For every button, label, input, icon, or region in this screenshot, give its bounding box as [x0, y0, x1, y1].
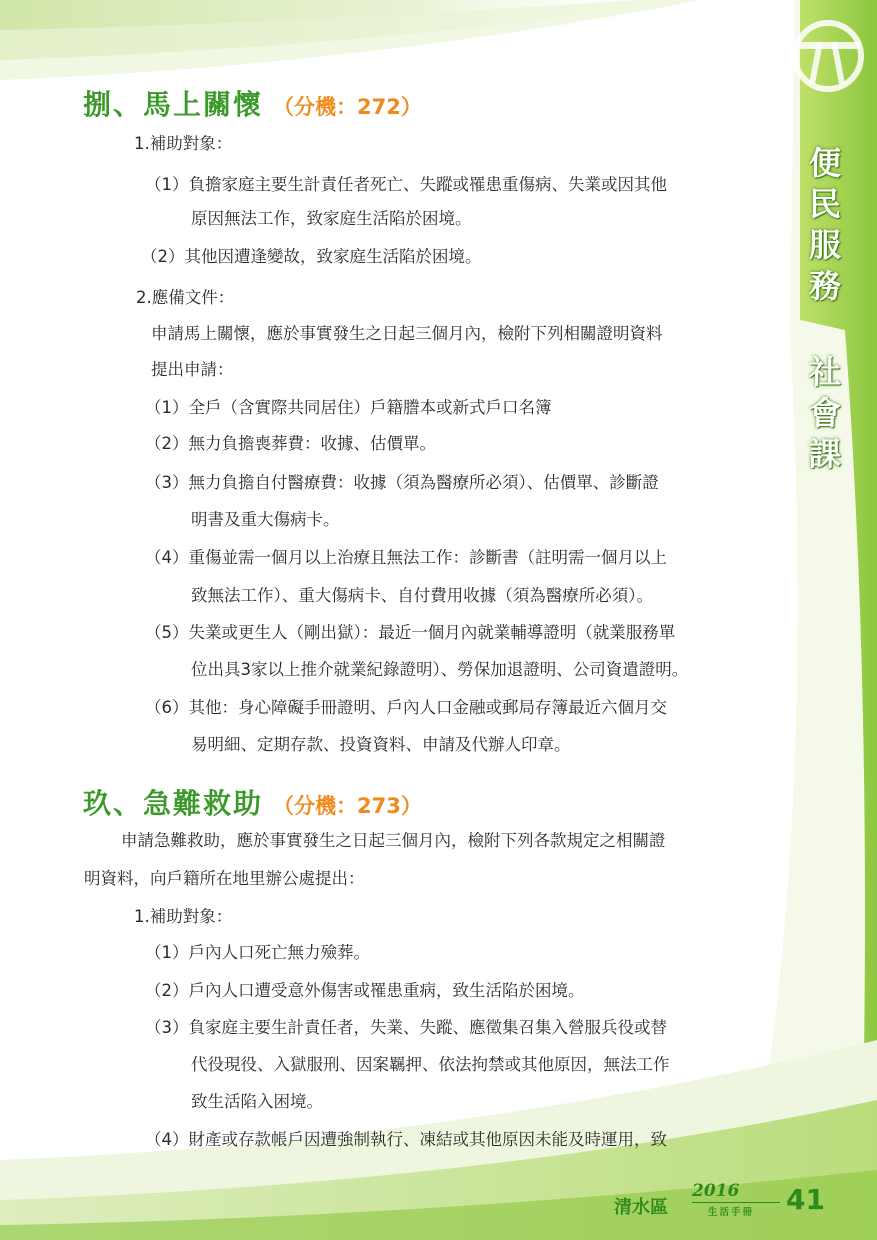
- text-line: （3）負家庭主要生計責任者，失業、失蹤、應徵集召集入營服兵役或替: [145, 1018, 667, 1037]
- text-line: （2）其他因遭逢變故，致家庭生活陷於困境。: [141, 247, 482, 266]
- text-line: 原因無法工作，致家庭生活陷於困境。: [191, 209, 472, 228]
- text-line: 2.應備文件：: [136, 288, 235, 307]
- sidebar-dept-char: 務: [808, 267, 841, 305]
- sidebar-section-char: 課: [808, 435, 841, 473]
- section-extension: （分機：272）: [273, 95, 422, 119]
- text-line: （4）重傷並需一個月以上治療且無法工作：診斷書（註明需一個月以上: [145, 548, 667, 567]
- text-line: 申請馬上關懷，應於事實發生之日起三個月內，檢附下列相關證明資料: [151, 324, 663, 343]
- text-line: （4）財產或存款帳戶因遭強制執行、凍結或其他原因未能及時運用，致: [145, 1130, 667, 1149]
- text-line: （1）負擔家庭主要生計責任者死亡、失蹤或罹患重傷病、失業或因其他: [145, 175, 667, 194]
- text-line: 致無法工作）、重大傷病卡、自付費用收據（須為醫療所必須）。: [191, 586, 653, 605]
- page-number: 41: [786, 1183, 825, 1216]
- section-heading-text: 玖、急難救助: [83, 787, 264, 820]
- text-line: （1）全戶（含實際共同居住）戶籍謄本或新式戶口名簿: [145, 398, 552, 417]
- sidebar-dept-char: 民: [808, 185, 841, 223]
- sidebar-dept-char: 便: [808, 144, 841, 182]
- footer-handbook-label: 生活手冊: [708, 1207, 755, 1218]
- text-line: （5）失業或更生人（剛出獄）：最近一個月內就業輔導證明（就業服務單: [145, 623, 676, 642]
- footer-district-name: 清水區: [614, 1197, 668, 1218]
- text-line: （6）其他：身心障礙手冊證明、戶內人口金融或郵局存簿最近六個月交: [145, 698, 667, 717]
- text-line: 1.補助對象：: [134, 134, 233, 153]
- text-line: （1）戶內人口死亡無力殮葬。: [145, 943, 370, 962]
- text-line: 明書及重大傷病卡。: [191, 510, 340, 529]
- sidebar-dept-char: 服: [808, 226, 841, 264]
- sidebar-section-char: 社: [808, 353, 841, 391]
- sidebar-section-char: 會: [808, 394, 841, 432]
- text-line: 致生活陷入困境。: [191, 1092, 323, 1111]
- text-line: 申請急難救助，應於事實發生之日起三個月內，檢附下列各款規定之相關證: [121, 831, 666, 850]
- section-heading-emergency-relief: [83, 782, 422, 822]
- text-line: （3）無力負擔自付醫療費：收據（須為醫療所必須）、估價單、診斷證: [145, 473, 659, 492]
- text-line: 位出具3家以上推介就業紀錄證明）、勞保加退證明、公司資遣證明。: [191, 660, 689, 679]
- text-line: 代役現役、入獄服刑、因案羈押、依法拘禁或其他原因，無法工作: [191, 1055, 670, 1074]
- text-line: （2）無力負擔喪葬費：收據、估價單。: [145, 434, 436, 453]
- footer-divider: [692, 1202, 780, 1203]
- section-heading-text: 捌、馬上關懷: [83, 88, 264, 121]
- section-extension: （分機：273）: [273, 794, 422, 818]
- text-line: 明資料，向戶籍所在地里辦公處提出：: [84, 869, 365, 888]
- footer-year: 2016: [692, 1181, 740, 1201]
- text-line: （2）戶內人口遭受意外傷害或罹患重病，致生活陷於困境。: [145, 981, 585, 1000]
- text-line: 提出申請：: [151, 360, 234, 379]
- text-line: 易明細、定期存款、投資資料、申請及代辦人印章。: [191, 735, 571, 754]
- text-line: 1.補助對象：: [134, 907, 233, 926]
- section-heading-emergency-care: [83, 83, 422, 123]
